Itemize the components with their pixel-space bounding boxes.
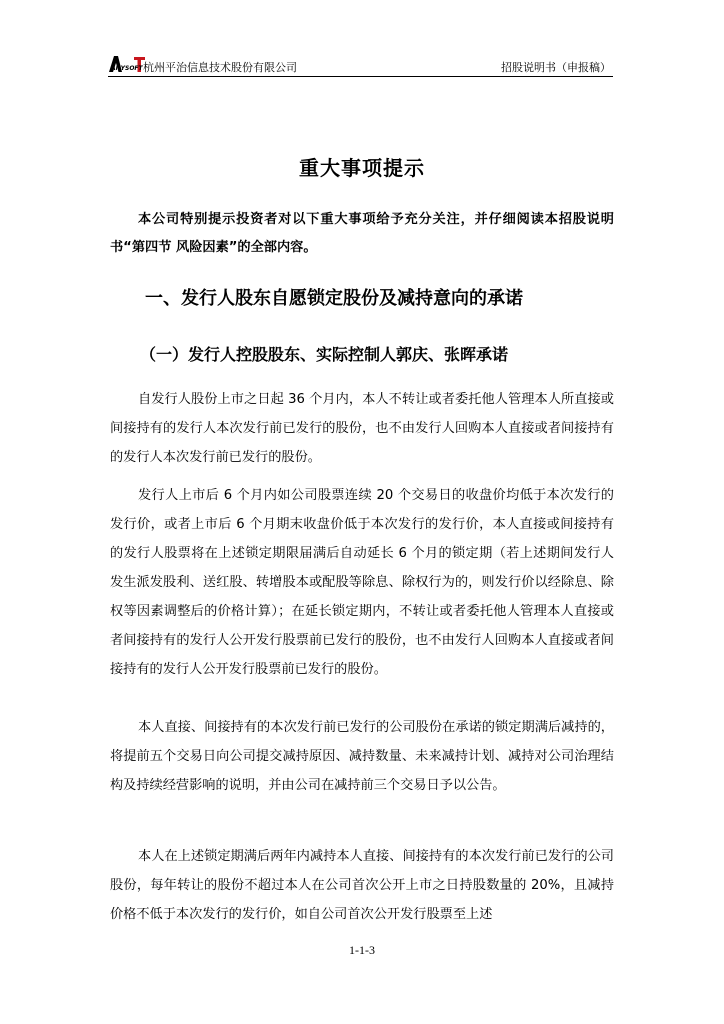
svg-text:ANYSOFT: ANYSOFT (111, 65, 143, 72)
header-document-name: 招股说明书（申报稿） (501, 61, 611, 74)
paragraph-reduction-notice: 本人直接、间接持有的本次发行前已发行的公司股份在承诺的锁定期满后减持的，将提前五个交易日向公司提交减持原因、减持数量、未来减持计划、减持对公司治理结构及持续经营影响的说明，并由公司在减持前三个交易日予以公告。 (110, 720, 614, 793)
subsection-heading: （一）发行人控股股东、实际控制人郭庆、张晖承诺 (140, 345, 509, 364)
paragraph-reduction-limit: 本人在上述锁定期满后两年内减持本人直接、间接持有的本次发行前已发行的公司股份，每年转让的股份不超过本人在公司首次公开上市之日持股数量的 20%，且减持价格不低于本次发行的发行价，如自公司首次公开发行股票至上述 (110, 849, 614, 922)
page-header (108, 52, 613, 77)
company-logo (108, 54, 146, 74)
header-company-name: 杭州平治信息技术股份有限公司 (143, 61, 297, 74)
intro-notice: 本公司特别提示投资者对以下重大事项给予充分关注，并仔细阅读本招股说明书“第四节 风险因素”的全部内容。 (110, 212, 614, 255)
paragraph-lockup-extension: 发行人上市后 6 个月内如公司股票连续 20 个交易日的收盘价均低于本次发行的发行价，或者上市后 6 个月期末收盘价低于本次发行的发行价，本人直接或间接持有的发行人股票将在上述锁定期限届满后自动延长 6 个月的锁定期（若上述期间发行人发生派发股利、送红股、转增股本或配股等除息、除权行为的，则发行价以经除息、除权等因素调整后的价格计算）；在延长锁定期内，不转让或者委托他人管理本人直接或者间接持有的发行人公开发行股票前已发行的股份，也不由发行人回购本人直接或者间接持有的发行人公开发行股票前已发行的股份。 (110, 488, 614, 677)
page-title: 重大事项提示 (299, 156, 425, 180)
page-number: 1-1-3 (349, 943, 375, 957)
paragraph-lockup-period: 自发行人股份上市之日起 36 个月内，本人不转让或者委托他人管理本人所直接或间接持有的发行人本次发行前已发行的股份，也不由发行人回购本人直接或者间接持有的发行人本次发行前已发行的股份。 (110, 392, 614, 465)
section-heading: 一、发行人股东自愿锁定股份及减持意向的承诺 (145, 288, 523, 309)
